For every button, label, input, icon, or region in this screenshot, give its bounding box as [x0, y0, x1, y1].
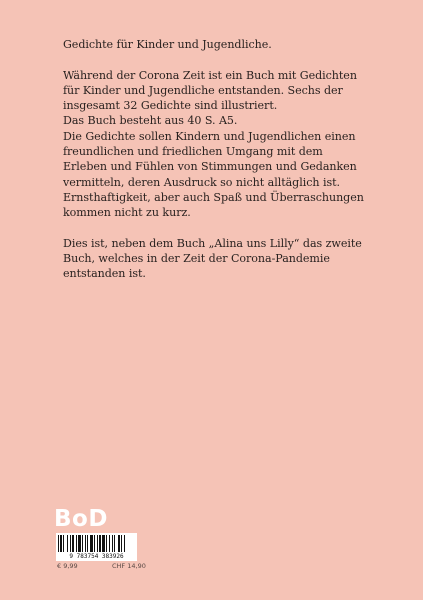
barcode-bar — [106, 535, 107, 552]
barcode-bar — [97, 535, 98, 552]
text-line: Dies ist, neben dem Buch „Alina uns Lilly“ das zweite — [63, 236, 362, 250]
barcode-bar — [76, 535, 77, 552]
isbn-number: 9 783754 383926 — [56, 553, 137, 560]
barcode-bar — [118, 535, 120, 552]
description-paragraph — [63, 68, 381, 221]
barcode-bar — [109, 535, 110, 552]
text-line: Ernsthaftigkeit, aber auch Spaß und Überraschungen — [63, 190, 364, 204]
barcode-bar — [121, 535, 122, 552]
text-line: Die Gedichte sollen Kindern und Jugendlichen einen — [63, 129, 356, 143]
text-line: freundlichen und friedlichen Umgang mit dem — [63, 145, 323, 159]
barcode-bar — [67, 535, 68, 552]
isbn-barcode — [56, 533, 137, 561]
text-line: Erleben und Fühlen von Stimmungen und Gedanken — [63, 160, 357, 174]
text-line: kommen nicht zu kurz. — [63, 206, 191, 220]
barcode-bar — [102, 535, 105, 552]
barcode-bar — [112, 535, 113, 552]
barcode-bar — [70, 535, 71, 552]
text-line: Buch, welches in der Zeit der Corona-Pandemie — [63, 252, 330, 266]
barcode-bar — [87, 535, 88, 552]
barcode-icon — [56, 533, 137, 553]
closing-paragraph — [63, 236, 381, 282]
bod-publisher-logo: BoD — [54, 506, 108, 532]
text-line: insgesamt 32 Gedichte sind illustriert. — [63, 99, 278, 113]
barcode-bar — [94, 535, 95, 552]
barcode-bar — [72, 535, 74, 552]
barcode-bar — [90, 535, 93, 552]
barcode-bar — [85, 535, 86, 552]
price-chf: CHF 14,90 — [112, 562, 146, 570]
barcode-bar — [114, 535, 115, 552]
price-eur: € 9,99 — [57, 562, 78, 570]
text-line: vermitteln, deren Ausdruck so nicht alltäglich ist. — [63, 175, 340, 189]
text-line: entstanden ist. — [63, 267, 146, 281]
barcode-bar — [82, 535, 83, 552]
barcode-bar — [58, 535, 59, 552]
text-line: für Kinder und Jugendliche entstanden. Sechs der — [63, 83, 343, 97]
barcode-bar — [60, 535, 62, 552]
text-line: Das Buch besteht aus 40 S. A5. — [63, 114, 238, 128]
intro-line: Gedichte für Kinder und Jugendliche. — [63, 38, 272, 51]
barcode-bar — [124, 535, 125, 552]
back-cover-text — [63, 37, 381, 282]
barcode-bar — [63, 535, 64, 552]
barcode-bar — [99, 535, 101, 552]
barcode-bar — [78, 535, 81, 552]
text-line: Während der Corona Zeit ist ein Buch mit Gedichten — [63, 68, 357, 82]
